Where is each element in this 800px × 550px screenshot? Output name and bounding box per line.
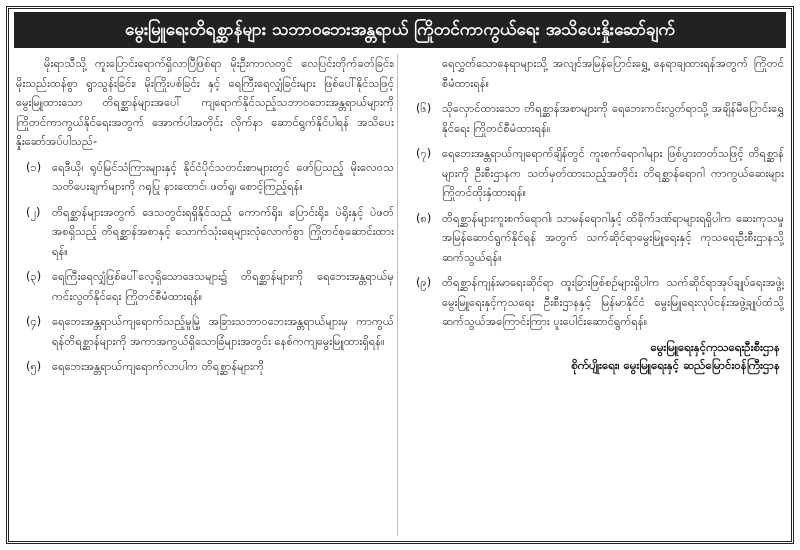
item-text: တိရစ္ဆာန်များကူးစက်ရောဂါ၊ သာမန်ရောဂါနှင့် ထိခိုက်ဒဏ်ရာများရရှိပါက ဆေးကုသမှုအမြန်ဆောင်ရွက်နိုင်ရန် အတွက် သက်ဆိုင်ရာမွေးမြူရေးနှင့် ကုသရေးဦးစီးဌာနသို့ ဆက်သွယ်ရန်။ xyxy=(442,211,784,264)
signature-ministry: စိုက်ပျိုးရေး၊ မွေးမြူရေးနှင့် ဆည်မြောင်းဝန်ကြီးဌာန xyxy=(571,357,780,372)
item-number: (၈) xyxy=(416,211,432,225)
left-column xyxy=(16,54,394,536)
item-text: တိရစ္ဆာန်များအတွက် ဒေသတွင်းရရှိနိုင်သည့် ကောက်ရိုး၊ ပြောင်းရိုး၊ ပဲရိုးနှင့် ပဲဖတ်အစရှိသည့် တိရစ္ဆာန်အစာနှင့် သောက်သုံးရေများလုံလောက်စွာ ကြိုတင်စုဆောင်းထားရန်။ xyxy=(52,205,394,258)
item-number: (၅) xyxy=(26,360,42,373)
item-text: ရေဒီယို၊ ရုပ်မြင်သံကြားများနှင့် နိုင်ငံပိုင်သတင်းစာများတွင် ဖော်ပြသည့် မိုးလေဝသသတိပေးချက်များကို ဂရုပြု နားထောင်၊ ဖတ်ရှု၊ စောင့်ကြည့်ရန်။ xyxy=(52,160,394,193)
item-text: ရေဘေးအန္တရာယ်ကျရောက်လာပါက တိရစ္ဆာန်များကို xyxy=(52,360,265,373)
list-item xyxy=(406,99,784,138)
item-text: တိရစ္ဆာန်ကျန်းမာရေးဆိုင်ရာ ထူးခြားဖြစ်စဉ်များရှိပါက သက်ဆိုင်ရာအုပ်ချုပ်ရေးအဖွဲ့၊ မွေးမြူရေးနှင့်ကုသရေး ဦးစီးဌာနနှင့် မြန်မာနိုင်ငံ မွေးမြူရေးလုပ်ငန်းအဖွဲ့ချုပ်ထံသို့ ဆက်သွယ်အကြောင်းကြား ပူးပေါင်းဆောင်ရွက်ရန်။ xyxy=(442,276,784,328)
item-5-continuation: ရေလွှတ်သောနေရာများသို့ အလျင်အမြန်ပြောင်းရွှေ့ နေရာချထားရန်အတွက် ကြိုတင်စီမံထားရန်။ xyxy=(442,57,784,90)
list-item xyxy=(16,158,394,197)
item-text: ရေကြီးရေလျှံဖြစ်ပေါ်လေ့ရှိသောဒေသများ၌ တိရစ္ဆာန်များကို ရေဘေးအန္တရာယ်မှ ကင်းလွတ်နိုင်ရေး ကြိုတင်စီမံထားရန်။ xyxy=(52,270,394,303)
item-text: သိုလှောင်ထားသော တိရစ္ဆာန်အစာများကို ရေဘေးကင်းလွတ်ရာသို့ အချိန်မီပြောင်းရွှေ့နိုင်ရေး ကြိုတင်စီမံထားရန်။ xyxy=(442,102,784,135)
item-number: (၃) xyxy=(26,270,42,283)
signature-department: မွေးမြူရေးနှင့်ကုသရေးဦးစီးဌာန xyxy=(650,339,780,354)
right-column xyxy=(406,54,784,536)
item-number: (၉) xyxy=(416,276,432,289)
item-number: (၁) xyxy=(26,160,42,174)
list-item xyxy=(406,144,784,203)
list-item xyxy=(16,267,394,306)
list-item xyxy=(406,273,784,332)
item-text: ရေဘေးအန္တရာယ်ကျရောက်ချိန်တွင် ကူးစက်ရောဂါများ ဖြစ်ပွားတတ်သဖြင့် တိရစ္ဆာန်များကို ဦးစီးဌာနက သတ်မှတ်ထားသည့်အတိုင်း တိရစ္ဆာန်ရောဂါ ကာကွယ်ဆေးများ ကြိုတင်ထိုးနှံထားရန်။ xyxy=(442,147,784,199)
item-number: (၂) xyxy=(26,205,41,219)
list-item xyxy=(406,209,784,268)
item-number: (၆) xyxy=(416,102,432,115)
column-divider xyxy=(397,54,398,536)
list-item xyxy=(16,357,394,377)
announcement-title: မွေးမြူရေးတိရစ္ဆာန်များ သဘာဝဘေးအန္တရာယ် ကြိုတင်ကာကွယ်ရေး အသိပေးနှိုးဆော်ချက် xyxy=(14,12,786,48)
item-text: ရေဘေးအန္တရာယ်ကျရောက်သည့်မှုမြဲ့ အခြားသဘာဝဘေးအန္တရာယ်များမှ ကာကွယ်ရန်တိရစ္ဆာန်များကို အကာအကွယ်ရှိသောခြံများအတွင်း နေစ်ကကျမွေးမြူထားရှိရန်။ xyxy=(52,315,394,348)
list-item xyxy=(16,312,394,351)
intro-paragraph: မိုးရာသီသို့ ကူးပြောင်းရောက်ရှိလာပြီဖြစ်ရာ မိုးဦးကာလတွင် လေပြင်းတိုက်ခတ်ခြင်း၊ မိုးသည်းထန်စွာ ရွာသွန်းခြင်း၊ မိုးကြိုးပစ်ခြင်း နှင့် ရေကြီးရေလျှံခြင်းများ ဖြစ်ပေါ်နိုင်သဖြင့် မွေးမြူထားသော တိရစ္ဆာန်များအပေါ် ကျရောက်နိုင်သည့်သဘာဝဘေးအန္တရာယ်များကို ကြိုတင်ကာကွယ်နိုင်ရေးအတွက် အောက်ပါအတိုင်း လိုက်နာ ဆောင်ရွက်နိုင်ပါရန် အသိပေးနှိုးဆော်အပ်ပါသည်- xyxy=(16,57,394,148)
item-number: (၇) xyxy=(416,147,432,160)
item-number: (၄) xyxy=(26,315,42,328)
list-item xyxy=(16,203,394,262)
